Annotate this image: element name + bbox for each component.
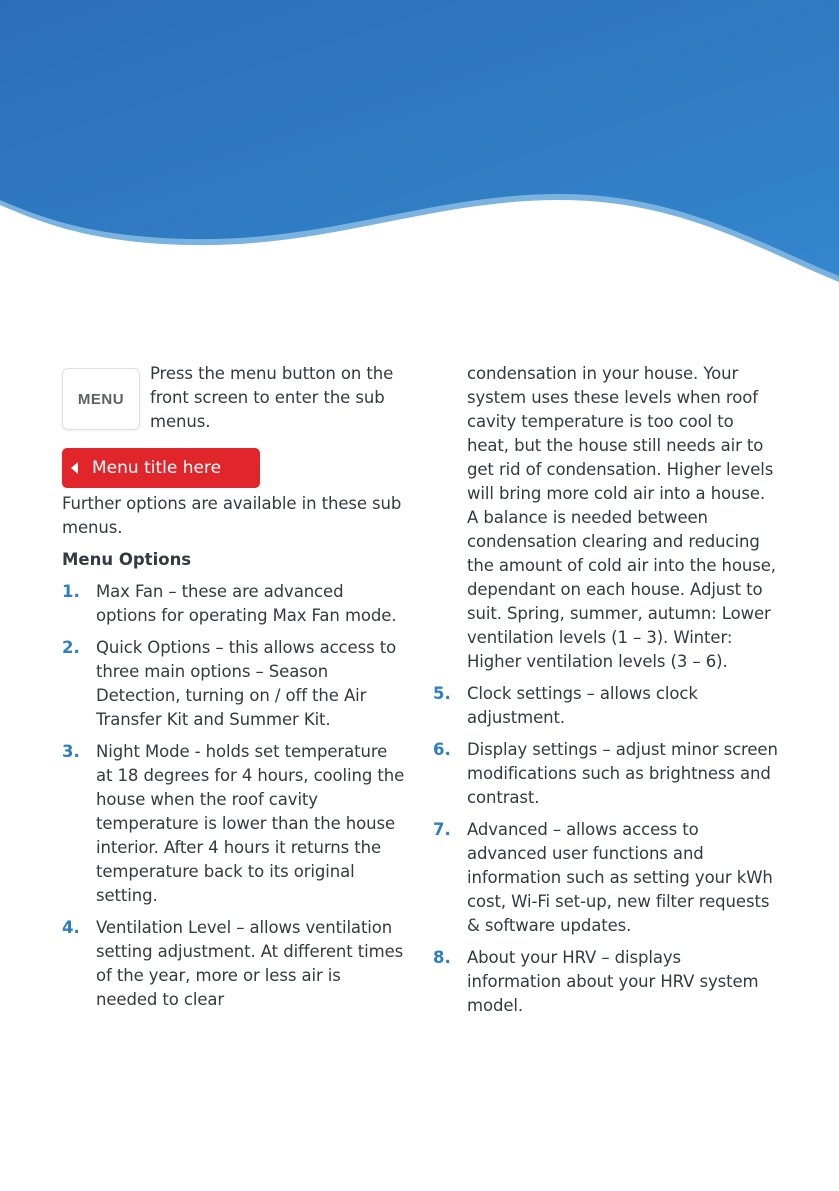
list-item [433,682,778,730]
item-number: 4. [62,918,80,937]
intro-text: Press the menu button on the front screen to enter the sub menus. [150,364,394,431]
options-list-right [433,682,778,1018]
item-text: Max Fan – these are advanced options for operating Max Fan mode. [96,582,397,625]
list-item [62,916,407,1012]
item-text: Night Mode - holds set temperature at 18 degrees for 4 hours, cooling the house when the roof cavity temperature is lower than the house interior. After 4 hours it returns the temperature back to its original setting. [96,742,405,905]
item-number: 2. [62,638,80,657]
item-number: 1. [62,582,80,601]
right-column [433,362,778,1018]
item-text: Advanced – allows access to advanced user functions and information such as setting your kWh cost, Wi-Fi set-up, new filter requests & software updates. [467,820,773,935]
list-item [433,946,778,1018]
further-options-text: Further options are available in these sub menus. [62,494,402,537]
item-text: About your HRV – displays information about your HRV system model. [467,948,759,1015]
item-text: Ventilation Level – allows ventilation setting adjustment. At different times of the year, more or less air is needed to clear [96,918,404,1009]
list-item [62,580,407,628]
menu-intro [62,362,407,434]
menu-button-graphic: MENU [62,368,140,430]
menu-options-heading: Menu Options [62,550,192,569]
list-item [62,636,407,732]
item-number: 5. [433,684,451,703]
menu-title-label: Menu title here [92,458,222,478]
left-column [62,362,407,1012]
menu-title-bar [62,448,260,488]
list-item [62,740,407,908]
options-list-left [62,580,407,1012]
wave-header-graphic [0,0,839,300]
item-number: 6. [433,740,451,759]
option-4-continued-text: condensation in your house. Your system uses these levels when roof cavity temperature is too cool to heat, but the house still needs air to get rid of condensation. Higher levels will bring more cold air into a house. A balance is needed between condensation clearing and reducing the amount of cold air into the house, dependant on each house. Adjust to suit. Spring, summer, autumn: Lower ventilation levels (1 – 3). Winter: Higher ventilation levels (3 – 6). [467,364,776,671]
item-number: 7. [433,820,451,839]
left-arrow-icon [71,462,78,474]
item-number: 3. [62,742,80,761]
item-text: Display settings – adjust minor screen modifications such as brightness and contrast. [467,740,778,807]
item-text: Clock settings – allows clock adjustment. [467,684,698,727]
list-item [433,818,778,938]
list-item [433,738,778,810]
item-number: 8. [433,948,451,967]
item-text: Quick Options – this allows access to three main options – Season Detection, turning on / off the Air Transfer Kit and Summer Kit. [96,638,397,729]
